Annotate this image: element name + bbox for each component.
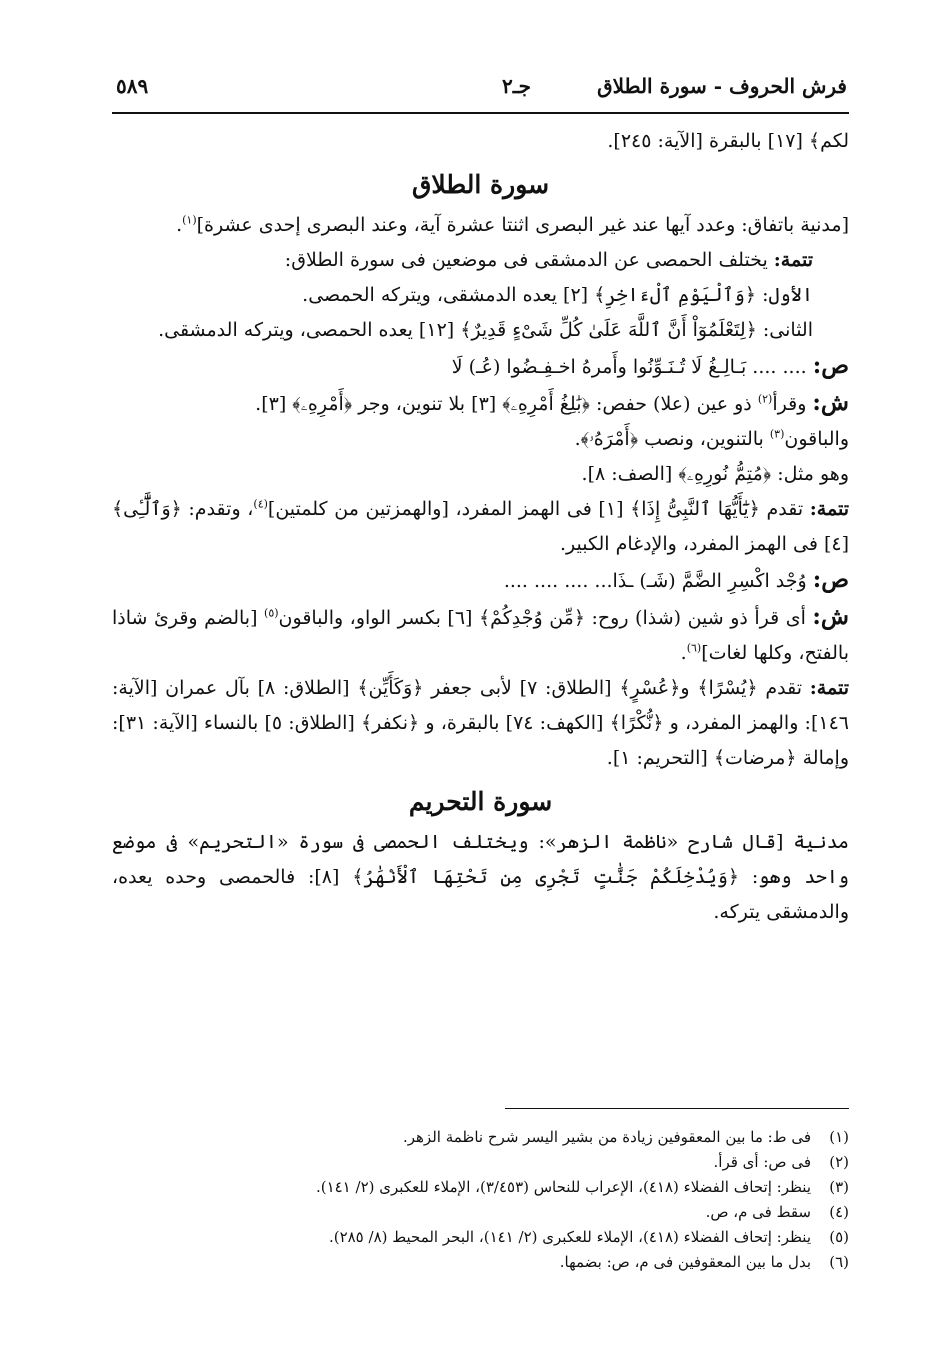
tatimma-text: يختلف الحمصى عن الدمشقى فى موضعين فى سورة الطلاق: [284, 249, 768, 271]
header-rule [112, 112, 849, 114]
footnote-ref-5: (٥) [264, 606, 279, 620]
running-header [112, 74, 847, 108]
verse-text: .... .... بَـالِـغُ لَا تُـنَـوِّنُوا وأَمرهُ اخـفِـضُوا (عُـ) لَا [451, 356, 807, 378]
mithl-line: وهو مثل: ﴿مُتِمُّ نُورِهِۦ﴾ [الصف: ٨]. [581, 463, 849, 485]
tatimma-label: تتمة: [809, 498, 849, 520]
page-number: ٥٨٩ [116, 74, 149, 98]
tatimma-3-text: تقدم ﴿يُسْرًا﴾ و﴿عُسْرٍ﴾ [الطلاق: ٧] لأبى جعفر ﴿وَكَأَيِّن﴾ [الطلاق: ٨] بآل عمران [الآية: ١٤٦]: والهمز المفرد، و ﴿نُّكْرًا﴾ [الكهف: ٧٤] بالبقرة، و ﴿نكفر﴾ [الطلاق: ٥] بالنساء [الآية: ٣١]: وإمالة ﴿مرضات﴾ [التحريم: ١]. [112, 677, 849, 769]
sharh-shin-2 [112, 599, 849, 671]
footnote [112, 1200, 849, 1225]
baqun-text-a: والباقون [784, 428, 849, 450]
first-position-line: الأول: ﴿وَٱلْيَوْمِ ٱلْءَاخِرِ﴾ [٢] يعده الدمشقى، ويتركه الحمصى. [302, 284, 813, 306]
volume-number: جـ٢ [502, 74, 531, 98]
main-text [112, 124, 849, 930]
header-title: فرش الحروف - سورة الطلاق [597, 74, 847, 98]
tatimma-2 [112, 492, 849, 562]
sad-label: ص: [812, 352, 849, 379]
footnote-number: (٢) [829, 1153, 849, 1171]
footnote [112, 1225, 849, 1250]
footnote-separator [505, 1108, 849, 1109]
footnote-ref-1: (١) [182, 213, 197, 227]
footnotes [112, 1125, 849, 1275]
baqun-line [112, 422, 849, 457]
sura-al-tahrim-heading: سورة التحريم [408, 787, 553, 816]
tahrim-paragraph: مدنية [قال شارح «ناظمة الزهر»: ويختلف الحمصى فى سورة «التحريم» فى موضع واحد وهو: ﴿وَيُدْخِلَكُمْ جَنَّٰتٍ تَجْرِى مِن تَحْتِهَا ٱلْأَنْهَٰرُ﴾ [٨]: فالحمصى وحده يعده، والدمشقى يتركه. [112, 831, 849, 923]
verse-sad-1 [112, 348, 849, 385]
verse-text: وُجْد اكْسِرِ الضَّمَّ (شَـ) ـذَا... .... .... .... [503, 570, 807, 592]
second-position-line: الثانى: ﴿لِتَعْلَمُوٓاْ أَنَّ ٱللَّهَ عَلَىٰ كُلِّ شَىْءٍ قَدِيرٌ﴾ [١٢] يعده الحمصى، ويتركه الدمشقى. [158, 319, 813, 341]
shin-text-a: وقرأ [772, 393, 807, 415]
sura-al-talaq-heading: سورة الطلاق [411, 170, 550, 199]
footnote [112, 1125, 849, 1150]
footnote-text: ينظر: إتحاف الفضلاء (٤١٨)، الإملاء للعكبرى (٢/ ١٤١)، البحر المحيط (٨/ ٢٨٥). [328, 1228, 811, 1246]
footnote [112, 1250, 849, 1275]
footnote-number: (١) [829, 1128, 849, 1146]
verse-sad-2 [112, 562, 849, 599]
intro-line: لكم﴾ [١٧] بالبقرة [الآية: ٢٤٥]. [607, 130, 849, 152]
sura-intro-text: [مدنية باتفاق: وعدد آيها عند غير البصرى اثنتا عشرة آية، وعند البصرى إحدى عشرة] [196, 214, 849, 236]
footnote-ref-4: (٤) [253, 497, 268, 511]
shin-2-text-b: [بالضم وقرئ شاذا بالفتح، وكلها لغات] [112, 607, 849, 664]
footnote-number: (٥) [829, 1228, 849, 1246]
sura-intro-paragraph [112, 208, 849, 243]
tatimma-1 [112, 243, 849, 278]
sharh-shin-1 [112, 385, 849, 422]
footnote-ref-6: (٦) [686, 641, 702, 655]
footnote-text: سقط فى م، ص. [705, 1203, 811, 1221]
shin-label: ش: [812, 603, 849, 630]
footnote-ref-3: (٣) [769, 427, 785, 441]
sura-intro-end: . [176, 214, 183, 236]
footnote [112, 1175, 849, 1200]
footnote-text: بدل ما بين المعقوفين فى م، ص: بضمها. [559, 1253, 811, 1271]
footnote-number: (٦) [829, 1253, 849, 1271]
shin-label: ش: [812, 389, 849, 416]
footnote-text: فى ط: ما بين المعقوفين زيادة من بشير اليسر شرح ناظمة الزهر. [402, 1128, 811, 1146]
tatimma-3 [112, 671, 849, 776]
tatimma-2-text-a: تقدم ﴿يَٰٓأَيُّهَا ٱلنَّبِىُّ إِذَا﴾ [١] فى الهمز المفرد، [والهمزتين من كلمتين] [267, 498, 804, 520]
footnote-number: (٤) [829, 1203, 849, 1221]
sad-label: ص: [812, 566, 849, 593]
tatimma-label: تتمة: [809, 677, 850, 699]
footnote [112, 1150, 849, 1175]
footnote-text: ينظر: إتحاف الفضلاء (٤١٨)، الإعراب للنحاس (٣/٤٥٣)، الإملاء للعكبرى (٢/ ١٤١). [315, 1178, 811, 1196]
shin-text-b: ذو عين (علا) حفص: ﴿بَٰلِغُ أَمْرِهِۦ﴾ [٣] بلا تنوين، وجر ﴿أَمْرِهِۦ﴾ [٣]. [255, 393, 758, 415]
footnote-number: (٣) [829, 1178, 849, 1196]
footnote-text: فى ص: أى قرأ. [713, 1153, 811, 1171]
shin-2-text-c: . [680, 642, 687, 664]
shin-2-text-a: أى قرأ ذو شين (شذا) روح: ﴿مِّن وُجْدِكُمْ﴾ [٦] بكسر الواو، والباقون [278, 607, 806, 629]
baqun-text-b: بالتنوين، ونصب ﴿أَمْرَهُۥ﴾. [574, 428, 770, 450]
tatimma-2-text-b: ، وتقدم: ﴿وَٱلَّٰٓـِٔى﴾ [٤] فى الهمز المفرد، والإدغام الكبير. [112, 498, 849, 555]
tatimma-label: تتمة: [773, 249, 813, 271]
footnote-ref-2: (٢) [757, 392, 773, 406]
